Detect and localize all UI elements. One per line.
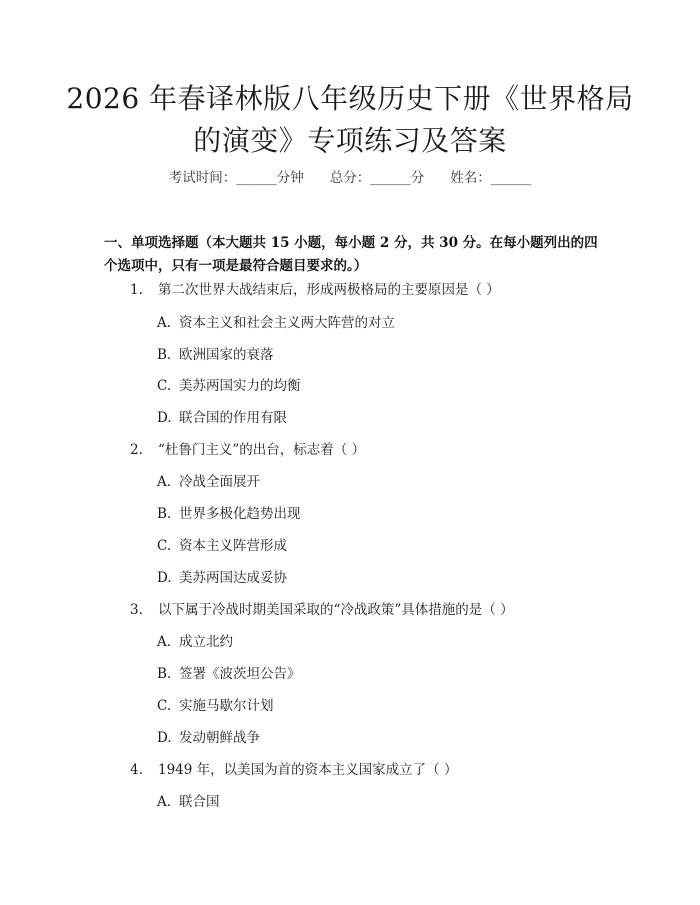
option-text: 资本主义和社会主义两大阵营的对立 bbox=[179, 315, 395, 331]
option-3a bbox=[157, 632, 233, 652]
question-number: 3. bbox=[130, 602, 143, 618]
option-text: 签署《波茨坦公告》 bbox=[179, 666, 301, 682]
option-2b bbox=[157, 504, 301, 524]
document-title bbox=[60, 78, 640, 162]
exam-score: 总分：______分 bbox=[329, 170, 425, 186]
option-text: 美苏两国实力的均衡 bbox=[179, 378, 301, 394]
option-letter: A. bbox=[157, 634, 172, 650]
question-text: “杜鲁门主义”的出台，标志着（ ） bbox=[158, 442, 366, 458]
option-1b bbox=[157, 345, 274, 365]
option-letter: C. bbox=[157, 378, 172, 394]
option-3c bbox=[157, 696, 274, 716]
option-text: 成立北约 bbox=[179, 634, 233, 650]
option-2c bbox=[157, 536, 287, 556]
question-text: 1949 年，以美国为首的资本主义国家成立了（ ） bbox=[158, 762, 458, 778]
option-text: 资本主义阵营形成 bbox=[179, 538, 287, 554]
option-text: 联合国的作用有限 bbox=[179, 410, 287, 426]
option-text: 联合国 bbox=[179, 794, 220, 810]
option-1c bbox=[157, 376, 301, 396]
question-3 bbox=[130, 600, 514, 620]
title-line-1: 2026 年春译林版八年级历史下册《世界格局 bbox=[66, 82, 634, 115]
question-number: 4. bbox=[130, 762, 143, 778]
option-letter: B. bbox=[157, 347, 172, 363]
option-text: 欧洲国家的衰落 bbox=[179, 347, 274, 363]
option-letter: A. bbox=[157, 794, 172, 810]
option-4a bbox=[157, 792, 220, 812]
option-text: 实施马歇尔计划 bbox=[179, 698, 274, 714]
question-1 bbox=[130, 280, 500, 300]
section-heading: 一、单项选择题（本大题共 15 小题，每小题 2 分，共 30 分。在每小题列出的四个选项中，只有一项是最符合题目要求的。） bbox=[104, 235, 598, 274]
question-number: 1. bbox=[130, 282, 143, 298]
question-2 bbox=[130, 440, 365, 460]
option-letter: A. bbox=[157, 315, 172, 331]
option-letter: D. bbox=[157, 730, 172, 746]
option-letter: C. bbox=[157, 538, 172, 554]
option-letter: B. bbox=[157, 506, 172, 522]
option-2d bbox=[157, 568, 287, 588]
question-text: 第二次世界大战结束后，形成两极格局的主要原因是（ ） bbox=[158, 282, 500, 298]
option-letter: D. bbox=[157, 570, 172, 586]
option-text: 发动朝鲜战争 bbox=[179, 730, 260, 746]
exam-info bbox=[0, 168, 700, 188]
question-number: 2. bbox=[130, 442, 143, 458]
title-line-2: 的演变》专项练习及答案 bbox=[193, 124, 507, 157]
option-1a bbox=[157, 313, 395, 333]
option-3b bbox=[157, 664, 301, 684]
option-letter: D. bbox=[157, 410, 172, 426]
option-text: 世界多极化趋势出现 bbox=[179, 506, 301, 522]
exam-time: 考试时间：______分钟 bbox=[168, 170, 304, 186]
option-text: 冷战全面展开 bbox=[179, 474, 260, 490]
option-2a bbox=[157, 472, 260, 492]
exam-name: 姓名：______ bbox=[450, 170, 532, 186]
option-3d bbox=[157, 728, 260, 748]
option-1d bbox=[157, 408, 287, 428]
question-text: 以下属于冷战时期美国采取的“冷战政策”具体措施的是（ ） bbox=[158, 602, 514, 618]
option-text: 美苏两国达成妥协 bbox=[179, 570, 287, 586]
question-4 bbox=[130, 760, 457, 780]
option-letter: C. bbox=[157, 698, 172, 714]
option-letter: B. bbox=[157, 666, 172, 682]
option-letter: A. bbox=[157, 474, 172, 490]
